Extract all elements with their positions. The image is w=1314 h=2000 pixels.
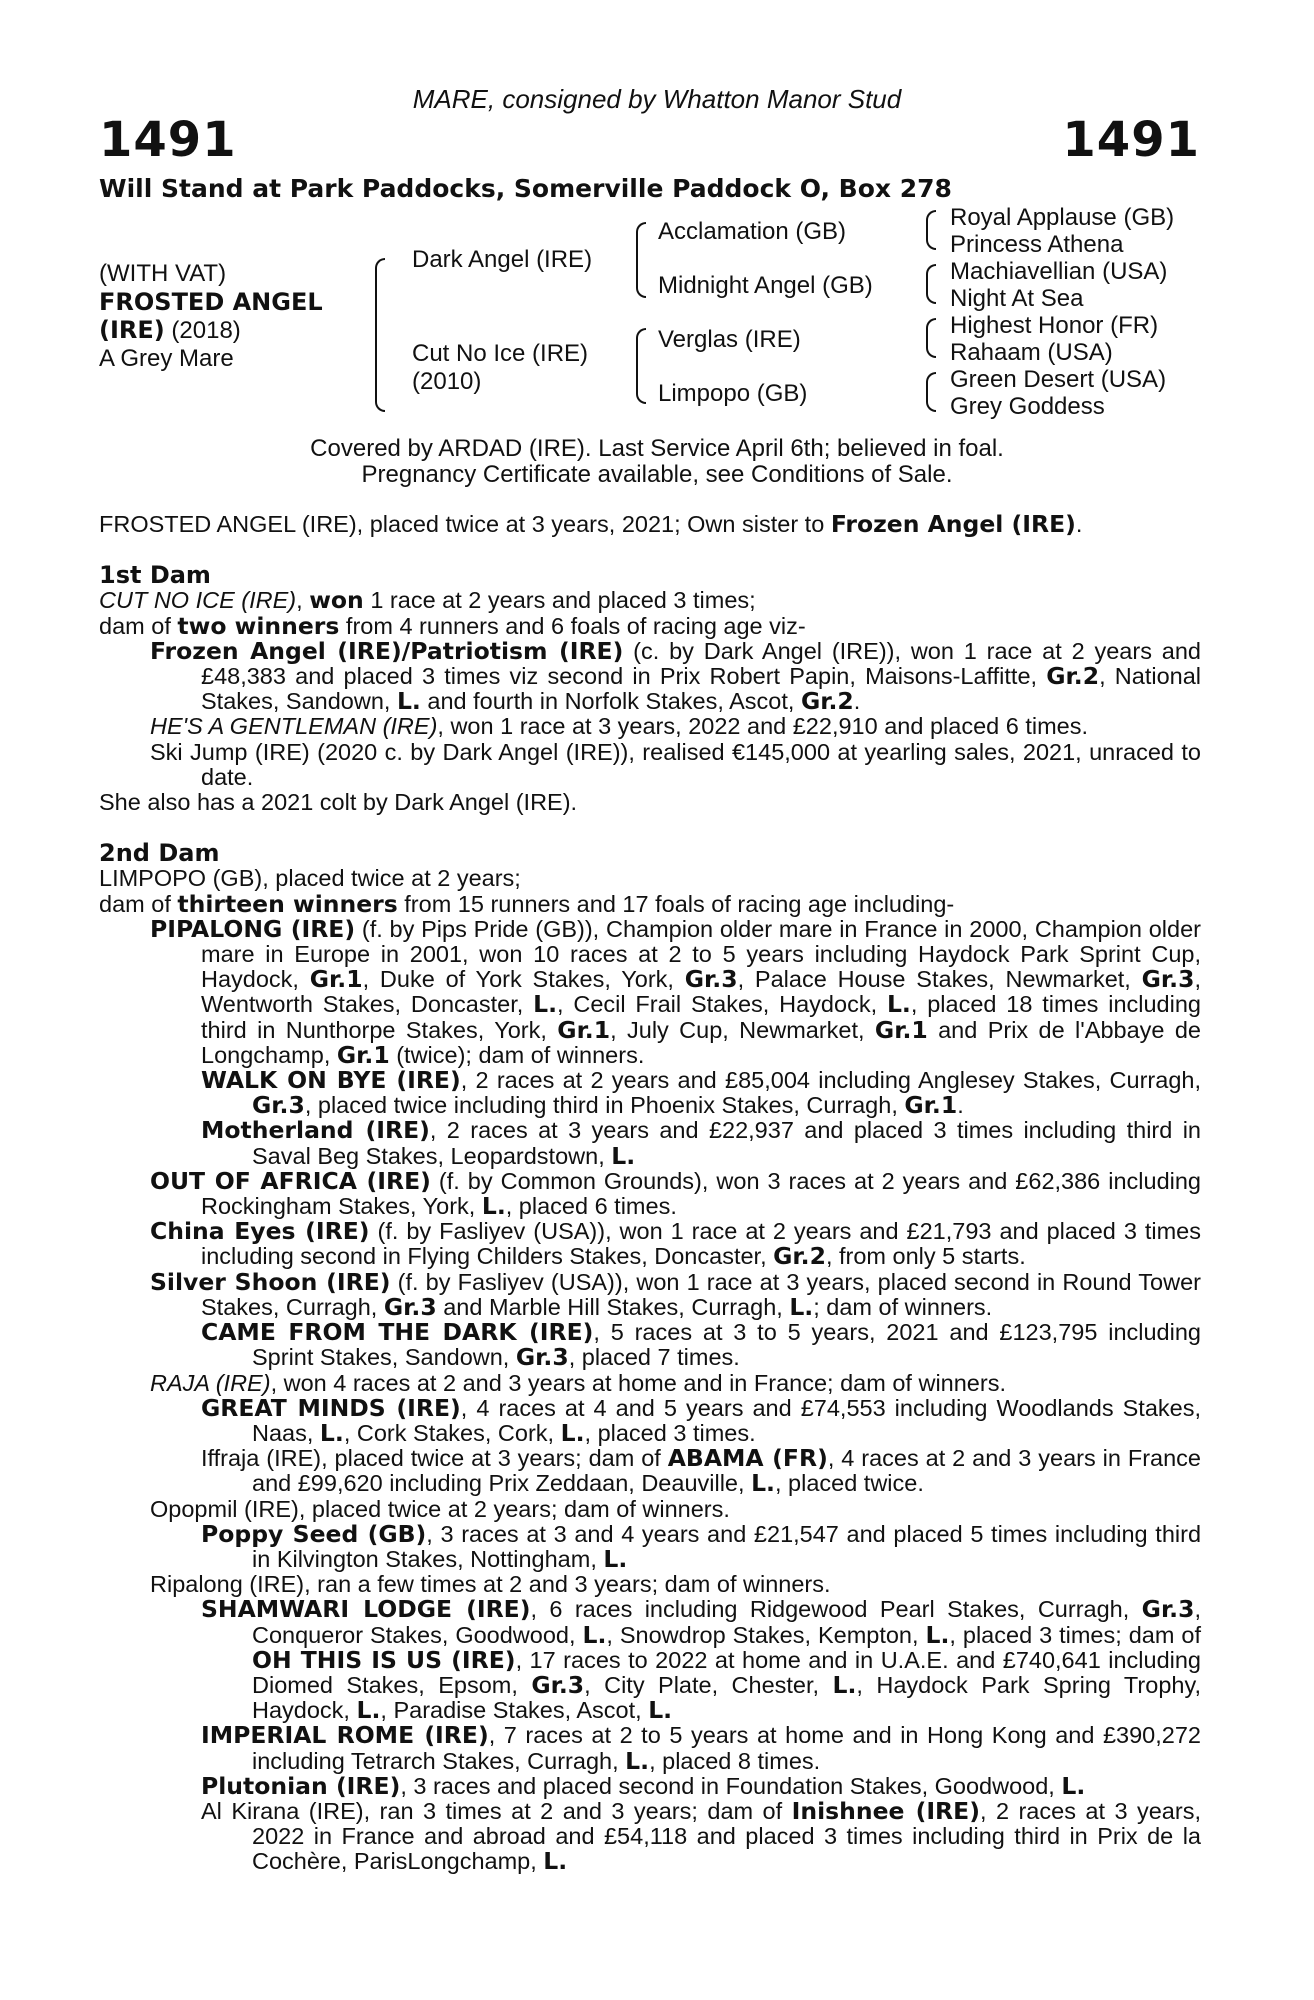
t: , won 1 race at 3 years, 2022 and £22,910 and placed 6 times. (437, 713, 1089, 740)
brace-sire (636, 222, 646, 298)
t: Gr.1 (557, 1015, 611, 1044)
t: Motherland (IRE) (201, 1116, 430, 1145)
dam-year: (2010) (412, 368, 482, 395)
brace-ss (926, 210, 936, 250)
t: L. (582, 1620, 607, 1649)
t: Plutonian (IRE) (201, 1771, 401, 1800)
sdd: Night At Sea (950, 285, 1084, 312)
intro-end: . (1075, 511, 1083, 537)
first-dam-heading: 1st Dam (99, 561, 211, 590)
t: , placed twice including third in Phoenix Stakes, Curragh, (304, 1092, 905, 1119)
t: RAJA (IRE) (150, 1369, 271, 1396)
t: , National Stakes, Sandown, (201, 663, 1201, 715)
t: Gr.1 (874, 1015, 928, 1044)
t: L. (533, 990, 557, 1019)
t: , July Cup, Newmarket, (610, 1016, 875, 1043)
first-dam-name: CUT NO ICE (IRE) (99, 587, 297, 614)
t: L. (886, 990, 911, 1019)
t: Inishnee (IRE) (791, 1796, 980, 1825)
entry-out-of-africa (99, 1166, 1201, 1221)
t: Gr.3 (1141, 1595, 1195, 1624)
intro-paragraph (99, 512, 1201, 537)
t: Gr.3 (515, 1343, 569, 1372)
t: L. (625, 1746, 650, 1775)
t: Opopmil (IRE), placed twice at 2 years; dam of winners. (150, 1495, 730, 1522)
t: , 4 races at 2 and 3 years in France and £99,620 including Prix Zeddaan, Deauville, (252, 1445, 1201, 1497)
t: dam of (99, 890, 178, 917)
t: L. (560, 1418, 585, 1447)
t: (f. by Fasliyev (USA)), won 1 race at 2 years and £21,793 and placed 3 times including second in Flying Childers Stakes, Doncaster, (201, 1218, 1201, 1270)
t: PIPALONG (IRE) (150, 914, 356, 943)
t: thirteen winners (177, 889, 398, 918)
ssd: Princess Athena (950, 231, 1124, 258)
lot-number-right: 1491 (1062, 112, 1200, 168)
t: . (957, 1092, 964, 1119)
sds: Machiavellian (USA) (950, 258, 1168, 285)
entry-shamwari-lodge (99, 1597, 1201, 1723)
consignor-line: MARE, consigned by Whatton Manor Stud (412, 84, 902, 114)
entry-silver-shoon (99, 1267, 1201, 1321)
t: China Eyes (IRE) (150, 1217, 370, 1246)
t: , won 4 races at 2 and 3 years at home and in France; dam of winners. (270, 1369, 1006, 1396)
sire-sire: Acclamation (GB) (658, 218, 847, 245)
t: Al Kirana (IRE), ran 3 times at 2 and 3 years; dam of (201, 1797, 792, 1824)
t: dam of (99, 612, 178, 639)
t: , placed 6 times. (505, 1193, 677, 1220)
t: (f. by Fasliyev (USA)), won 1 race at 3 years, placed second in Round Tower Stakes, Curragh, (201, 1268, 1201, 1320)
t: L. (611, 1141, 636, 1170)
t: , 2 races at 3 years, 2022 in France and abroad and £54,118 and placed 3 times including third in Prix de la Cochère, ParisLongchamp, (252, 1797, 1201, 1875)
t: , 2 races at 2 years and £85,004 including Anglesey Stakes, Curragh, (460, 1067, 1201, 1094)
t: L. (751, 1469, 775, 1498)
t: , 3 races and placed second in Foundation Stakes, Goodwood, (400, 1772, 1062, 1799)
stand-location: Will Stand at Park Paddocks, Somerville Paddock O, Box 278 (99, 174, 952, 203)
t: Poppy Seed (GB) (201, 1519, 427, 1548)
t: L. (356, 1696, 381, 1725)
t: , 4 races at 4 and 5 years and £74,553 including Woodlands Stakes, Naas, (252, 1394, 1201, 1446)
t: L. (1061, 1771, 1086, 1800)
t: Gr.3 (684, 965, 738, 994)
brace-dd (926, 372, 936, 412)
t: OUT OF AFRICA (IRE) (150, 1166, 431, 1195)
horse-summary (99, 260, 323, 373)
t: , 7 races at 2 to 5 years at home and in Hong Kong and £390,272 including Tetrarch Stakes, Curragh, (252, 1722, 1201, 1774)
dss: Highest Honor (FR) (950, 312, 1159, 339)
entry-opopmil (99, 1497, 1201, 1522)
dds: Green Desert (USA) (950, 366, 1167, 393)
t: WALK ON BYE (IRE) (201, 1066, 461, 1095)
t: , Haydock Park Spring Trophy, Haydock, (252, 1671, 1201, 1724)
covered-line-2: Pregnancy Certificate available, see Conditions of Sale. (361, 461, 953, 488)
t: Gr.2 (800, 687, 854, 716)
t: L. (319, 1418, 344, 1447)
entry-frozen-angel (99, 636, 1201, 716)
first-dam-also: She also has a 2021 colt by Dark Angel (IRE). (99, 789, 578, 816)
t: Gr.1 (309, 965, 363, 994)
t: , placed twice. (774, 1470, 924, 1497)
t: won (309, 586, 364, 615)
t: , Palace House Stakes, Newmarket, (737, 966, 1142, 993)
t: IMPERIAL ROME (IRE) (201, 1721, 489, 1750)
sire-dam: Midnight Angel (GB) (658, 272, 873, 299)
t: Frozen Angel (IRE)/Patriotism (IRE) (150, 636, 624, 665)
brace-ds (926, 318, 936, 358)
entry-motherland (99, 1118, 1201, 1168)
t: SHAMWARI LODGE (IRE) (201, 1595, 531, 1624)
t: L. (543, 1847, 568, 1876)
t: , Cork Stakes, Cork, (343, 1419, 561, 1446)
t: from 15 runners and 17 foals of racing age including- (397, 890, 955, 917)
entry-great-minds (99, 1393, 1201, 1447)
t: Ripalong (IRE), ran a few times at 2 and 3 years; dam of winners. (150, 1571, 831, 1598)
second-dam-line1: LIMPOPO (GB), placed twice at 2 years; (99, 865, 521, 892)
t: L. (396, 687, 421, 716)
vat-note: (WITH VAT) (99, 260, 227, 287)
t: (twice); dam of winners. (389, 1041, 645, 1068)
catalogue-body (99, 512, 1201, 1875)
dam-sire: Verglas (IRE) (658, 326, 801, 353)
second-dam-heading: 2nd Dam (99, 839, 220, 868)
entry-raja (99, 1371, 1201, 1396)
t: Silver Shoon (IRE) (150, 1267, 391, 1296)
entry-al-kirana (99, 1796, 1201, 1876)
t: Gr.3 (1141, 965, 1195, 994)
t: Gr.1 (904, 1091, 958, 1120)
t: L. (603, 1544, 628, 1573)
covered-line-1: Covered by ARDAD (IRE). Last Service April 6th; believed in foal. (310, 435, 1004, 462)
dam-dam: Limpopo (GB) (658, 380, 808, 407)
t: , Paradise Stakes, Ascot, (380, 1697, 649, 1724)
lot-number-left: 1491 (99, 112, 237, 168)
t: Gr.2 (773, 1242, 826, 1271)
t: (f. by Pips Pride (GB)), Champion older mare in France in 2000, Champion older mare in Europe in 2001, won 10 races at 2 to 5 years including Haydock Park Sprint Cup, Haydock, (201, 915, 1201, 993)
ddd: Grey Goddess (950, 393, 1105, 420)
t: L. (925, 1620, 950, 1649)
entry-iffraja (99, 1446, 1201, 1496)
t: HE'S A GENTLEMAN (IRE) (150, 713, 438, 740)
t: L. (648, 1696, 673, 1725)
entry-hes-a-gentleman (99, 714, 1201, 739)
horse-origin-year (99, 316, 323, 345)
t: ABAMA (FR) (667, 1444, 828, 1473)
sire: Dark Angel (IRE) (412, 246, 593, 273)
t: , Cecil Frail Stakes, Haydock, (557, 991, 887, 1018)
t: , Wentworth Stakes, Doncaster, (201, 966, 1201, 1018)
t: 1 race at 2 years and placed 3 times; (363, 587, 756, 614)
t: and fourth in Norfolk Stakes, Ascot, (420, 688, 801, 715)
t: GREAT MINDS (IRE) (201, 1393, 461, 1422)
t: Gr.3 (252, 1091, 305, 1120)
t: and Marble Hill Stakes, Curragh, (436, 1293, 790, 1320)
t: . (853, 688, 861, 715)
t: two winners (177, 611, 340, 640)
horse-year: (2018) (164, 317, 241, 344)
entry-ski-jump (99, 740, 1201, 790)
t: L. (789, 1292, 814, 1321)
entry-poppy-seed (99, 1519, 1202, 1573)
t: , Duke of York Stakes, York, (362, 966, 685, 993)
t: , Conqueror Stakes, Goodwood, (252, 1596, 1201, 1648)
entry-pipalong (99, 914, 1201, 1069)
entry-plutonian (99, 1771, 1201, 1800)
t: OH THIS IS US (IRE) (252, 1645, 516, 1674)
second-dam-line2 (99, 889, 1201, 918)
first-dam-line2 (99, 611, 1201, 640)
t: Gr.3 (383, 1292, 437, 1321)
t: , (296, 587, 310, 614)
t: , placed 7 times. (568, 1344, 740, 1371)
t: , Snowdrop Stakes, Kempton, (606, 1621, 926, 1648)
t: , placed 3 times. (584, 1419, 756, 1446)
horse-description: A Grey Mare (99, 345, 234, 372)
entry-china-eyes (99, 1219, 1201, 1269)
t: ; dam of winners. (813, 1293, 993, 1320)
brace-dam (636, 328, 646, 404)
t: L. (481, 1192, 506, 1221)
t: Ski Jump (IRE) (2020 c. by Dark Angel (IRE)), realised €145,000 at yearling sales, 2021, unraced to date. (150, 738, 1201, 790)
entry-ripalong (99, 1572, 1201, 1597)
t: , 5 races at 3 to 5 years, 2021 and £123,795 including Sprint Stakes, Sandown, (252, 1319, 1201, 1371)
covered-note (0, 436, 1314, 488)
dsd: Rahaam (USA) (950, 339, 1113, 366)
t: Iffraja (IRE), placed twice at 3 years; dam of (201, 1445, 668, 1472)
first-dam-line1 (99, 588, 1201, 613)
entry-walk-on-bye (99, 1068, 1201, 1118)
entry-came-from-the-dark (99, 1320, 1201, 1370)
t: , from only 5 starts. (825, 1243, 1026, 1270)
t: , City Plate, Chester, (584, 1671, 833, 1698)
t: and Prix de l'Abbaye de Longchamp, (201, 1016, 1201, 1068)
t: L. (832, 1670, 857, 1699)
t: , 2 races at 3 years and £22,937 and placed 3 times including third in Saval Beg Stakes, Leopardstown, (252, 1117, 1201, 1169)
t: , placed 8 times. (649, 1747, 821, 1774)
t: (c. by Dark Angel (IRE)), won 1 race at 2 years and £48,383 and placed 3 times viz second in Prix Robert Papin, Maisons-Laffitte, (201, 637, 1201, 690)
entry-imperial-rome (99, 1723, 1201, 1773)
intro-sibling: Frozen Angel (IRE) (830, 510, 1076, 538)
t: , placed 18 times including third in Nunthorpe Stakes, York, (201, 991, 1201, 1043)
t: Gr.2 (1046, 662, 1100, 691)
t: Gr.3 (531, 1670, 585, 1699)
t: , 3 races at 3 and 4 years and £21,547 and placed 5 times including third in Kilvington Stakes, Nottingham, (252, 1520, 1202, 1572)
brace-main (375, 258, 385, 412)
t: CAME FROM THE DARK (IRE) (201, 1318, 594, 1347)
sss: Royal Applause (GB) (950, 204, 1175, 231)
horse-name: FROSTED ANGEL (99, 288, 323, 316)
t: from 4 runners and 6 foals of racing age viz- (339, 612, 806, 639)
dam: Cut No Ice (IRE) (412, 340, 589, 367)
brace-sd (926, 264, 936, 304)
intro-text: FROSTED ANGEL (IRE), placed twice at 3 years, 2021; Own sister to (99, 511, 831, 537)
t: Gr.1 (336, 1040, 390, 1069)
horse-suffix: (IRE) (99, 316, 165, 344)
t: , placed 3 times; dam of (949, 1621, 1201, 1648)
t: (f. by Common Grounds), won 3 races at 2 years and £62,386 including Rockingham Stakes, York, (201, 1167, 1201, 1220)
t: , 17 races to 2022 at home and in U.A.E. and £740,641 including Diomed Stakes, Epsom, (252, 1646, 1201, 1698)
t: , 6 races including Ridgewood Pearl Stakes, Curragh, (530, 1596, 1142, 1623)
